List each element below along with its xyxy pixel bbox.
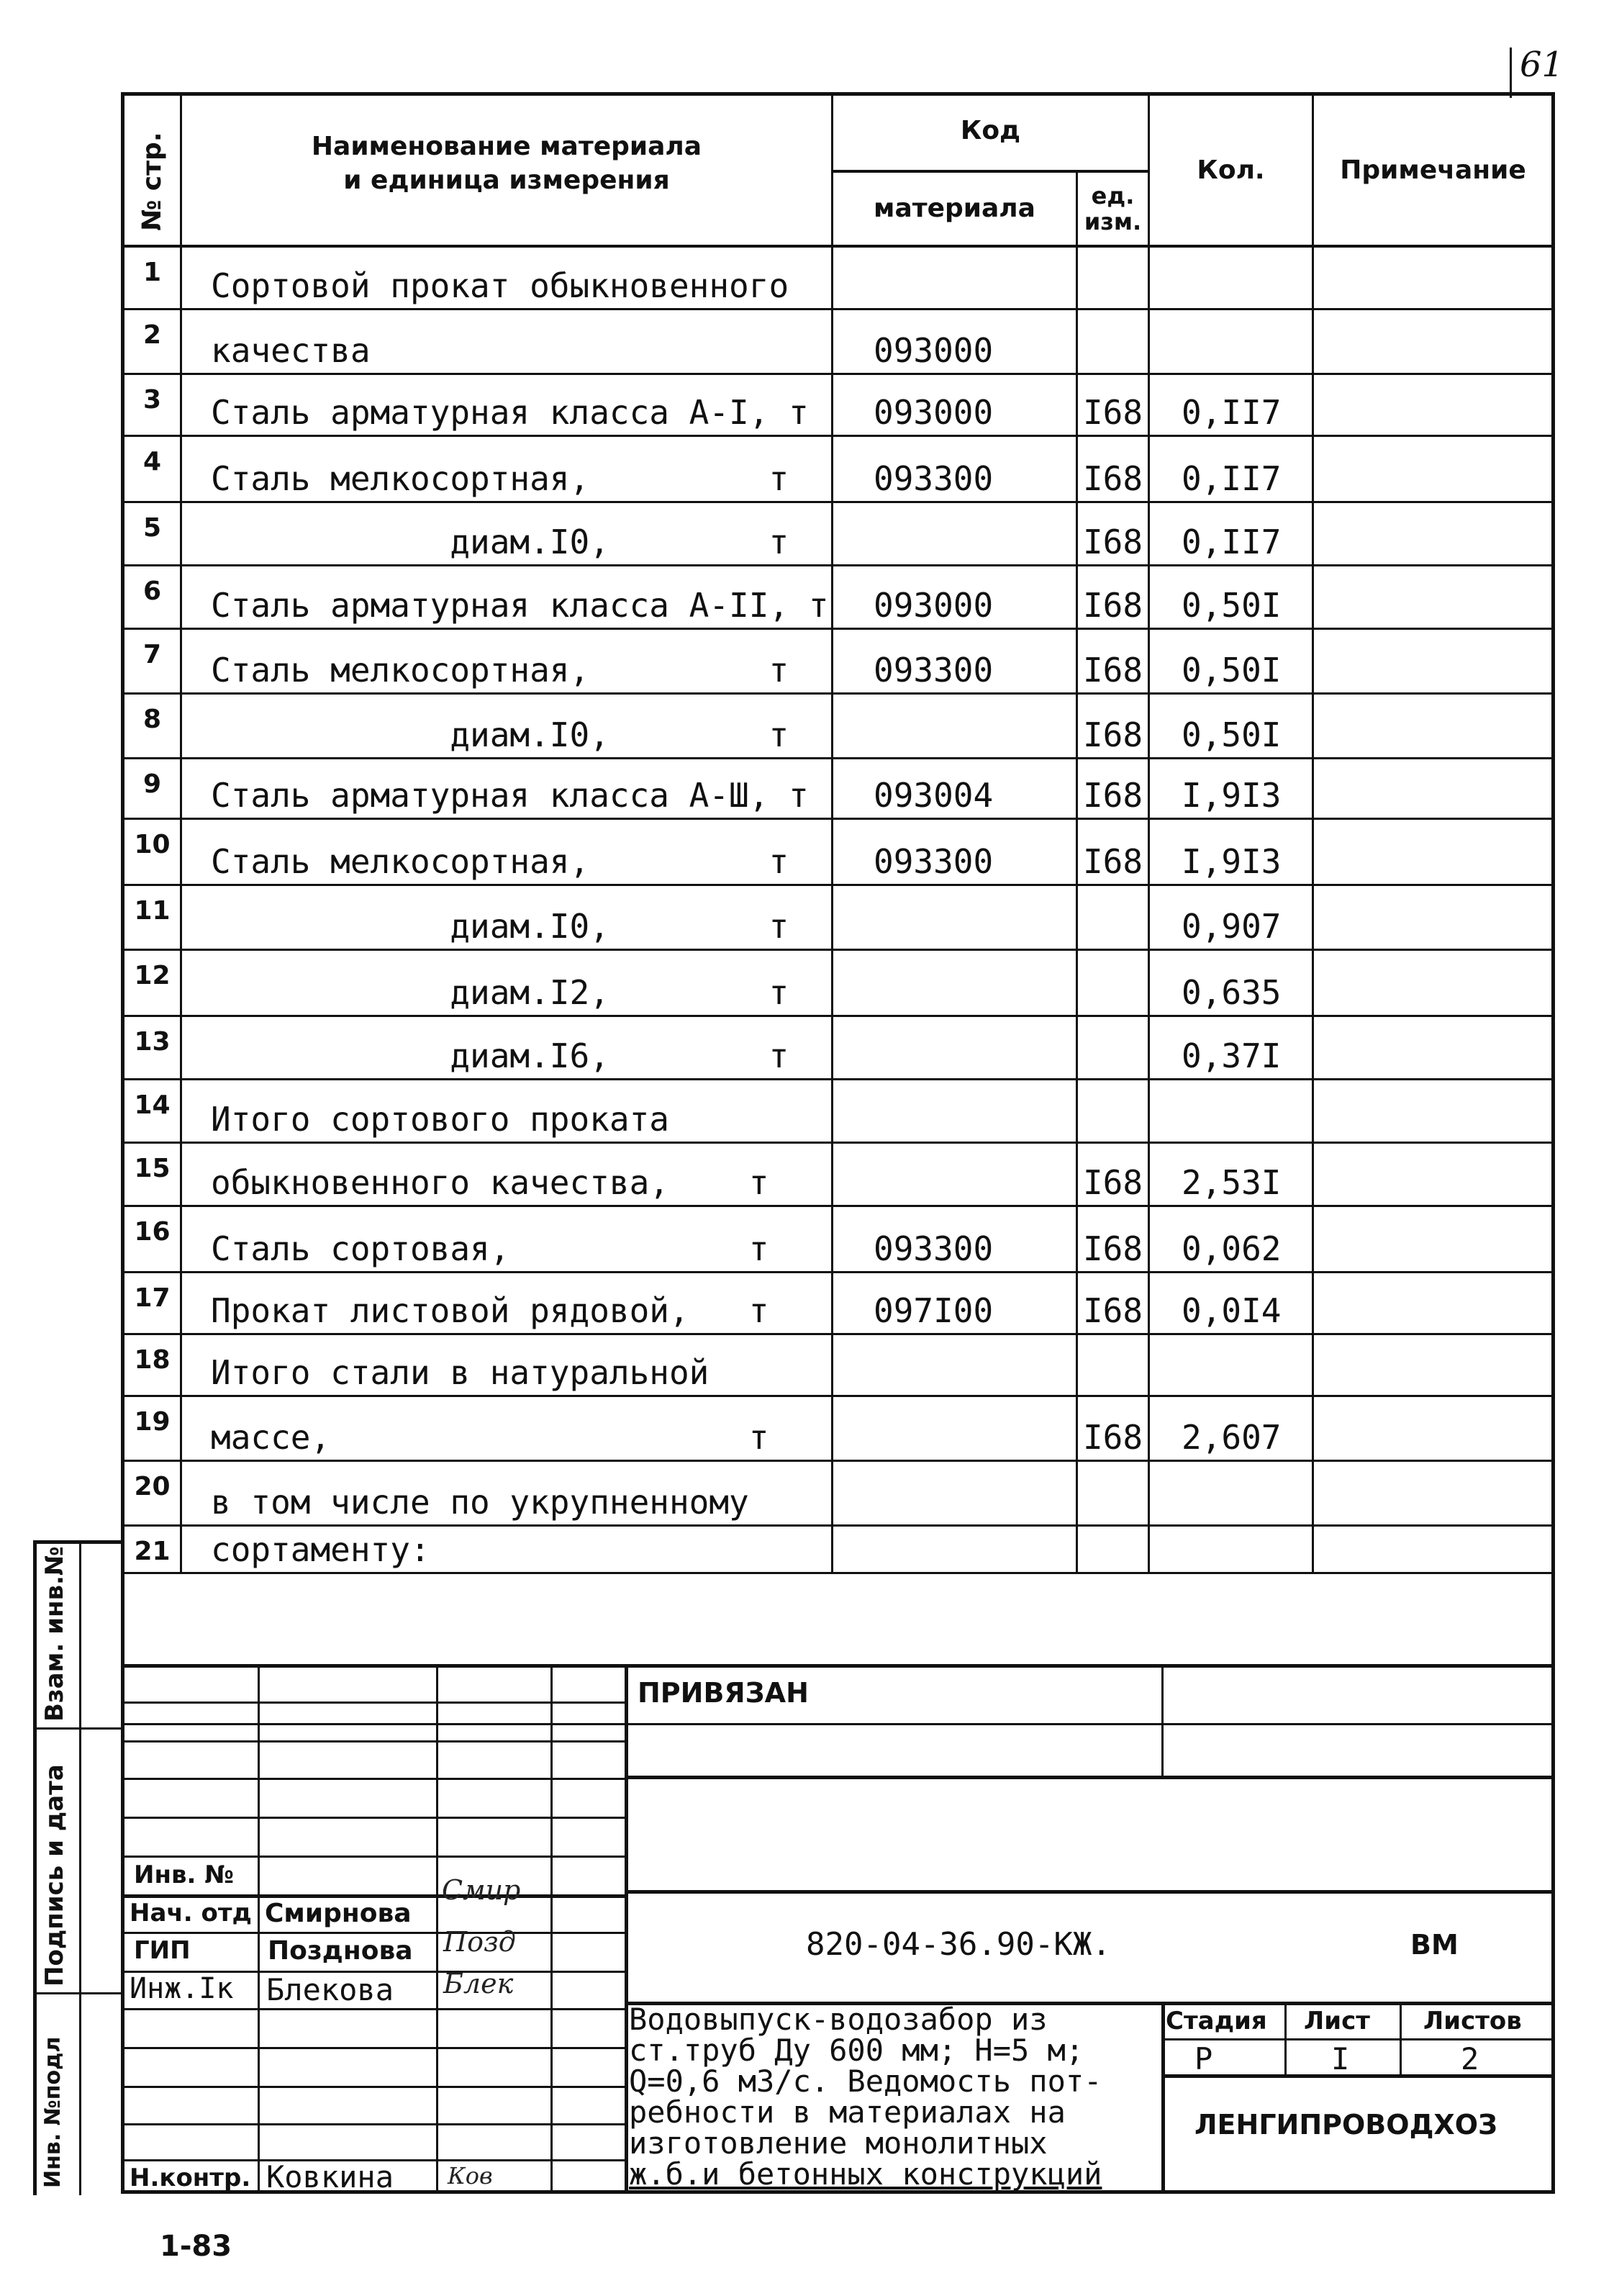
quantity: [1149, 1080, 1313, 1143]
unit-code: [1077, 1016, 1149, 1080]
table-row: [124, 1334, 1554, 1396]
note-cell: [1313, 1080, 1554, 1143]
unit-code: I68: [1077, 502, 1149, 566]
stamp-left-row-7: [124, 1932, 625, 1934]
note-cell: [1313, 309, 1554, 374]
col-header-name: Наименование материала и единица измерения: [181, 95, 833, 246]
material-code: [833, 246, 1077, 309]
material-code: 093300: [833, 629, 1077, 694]
note-cell: [1313, 1461, 1554, 1526]
page-number: 61: [1520, 45, 1564, 85]
quantity: [1149, 246, 1313, 309]
quantity: 0,II7: [1149, 502, 1313, 566]
stamp-left-row-12: [124, 2123, 625, 2125]
signature-inzh: Блек: [443, 1968, 514, 1999]
stamp-left-row-5: [124, 1856, 625, 1858]
quantity: 0,062: [1149, 1206, 1313, 1273]
row-number: 18: [124, 1334, 181, 1396]
table-row: [124, 629, 1554, 694]
material-code: [833, 885, 1077, 950]
note-cell: [1313, 436, 1554, 502]
side-label-vzam-inv: Взам. инв.№: [40, 1546, 69, 1722]
table-row: [124, 1143, 1554, 1206]
name-inzh: Блекова: [266, 1972, 394, 2007]
table-row: [124, 694, 1554, 759]
unit-code: I68: [1077, 819, 1149, 885]
sheet-label: Лист: [1304, 2007, 1370, 2035]
material-code: 093000: [833, 309, 1077, 374]
sheets-label: Листов: [1423, 2007, 1522, 2035]
note-cell: [1313, 950, 1554, 1016]
unit-code: I68: [1077, 566, 1149, 629]
table-row: [124, 374, 1554, 436]
material-code: 093300: [833, 436, 1077, 502]
material-name: диам.I6, т: [181, 1016, 833, 1080]
quantity: 2,53I: [1149, 1143, 1313, 1206]
unit-code: I68: [1077, 759, 1149, 819]
material-name: обыкновенного качества, т: [181, 1143, 833, 1206]
stage-value: Р: [1194, 2041, 1213, 2076]
role-nach-otd: Нач. отд: [130, 1899, 253, 1927]
unit-code: [1077, 885, 1149, 950]
note-cell: [1313, 1334, 1554, 1396]
material-name: Сталь мелкосортная, т: [181, 819, 833, 885]
row-number: 15: [124, 1143, 181, 1206]
material-name: в том числе по укрупненному: [181, 1461, 833, 1526]
unit-code: I68: [1077, 694, 1149, 759]
material-code: 093000: [833, 566, 1077, 629]
name-n-kontr: Ковкина: [266, 2159, 394, 2195]
note-cell: [1313, 502, 1554, 566]
quantity: [1149, 1461, 1313, 1526]
stamp-col-line-3: [550, 1664, 553, 2193]
material-code: [833, 502, 1077, 566]
quantity: I,9I3: [1149, 759, 1313, 819]
doc-code-top-line: [625, 1890, 1553, 1894]
stage-divider-2: [1400, 2002, 1402, 2074]
quantity: 0,907: [1149, 885, 1313, 950]
material-code: [833, 1526, 1077, 1573]
title-right-divider: [1161, 2002, 1165, 2192]
stamp-left-row-3: [124, 1778, 625, 1780]
quantity: 0,II7: [1149, 436, 1313, 502]
row-number: 19: [124, 1396, 181, 1461]
unit-code: [1077, 309, 1149, 374]
stamp-col-line-4: [625, 1664, 628, 2193]
quantity: 0,50I: [1149, 694, 1313, 759]
table-row: [124, 1273, 1554, 1334]
quantity: 0,37I: [1149, 1016, 1313, 1080]
quantity: 2,607: [1149, 1396, 1313, 1461]
row-number: 14: [124, 1080, 181, 1143]
unit-code: [1077, 1080, 1149, 1143]
stamp-left-row-11: [124, 2086, 625, 2088]
signature-nach-otd: Смир: [442, 1874, 521, 1906]
table-row: [124, 819, 1554, 885]
stamp-left-row-9: [124, 2008, 625, 2010]
side-label-podpis-data: Подпись и дата: [40, 1764, 69, 1987]
material-code: [833, 694, 1077, 759]
quantity: I,9I3: [1149, 819, 1313, 885]
side-column-top: [33, 1540, 124, 1544]
quantity: 0,50I: [1149, 566, 1313, 629]
unit-code: [1077, 1461, 1149, 1526]
table-row: [124, 1016, 1554, 1080]
side-column-divider-1: [33, 1727, 124, 1730]
row-number: 7: [124, 629, 181, 694]
material-code: [833, 950, 1077, 1016]
stage-header-bottom: [1161, 2038, 1553, 2040]
col-header-code: Код: [833, 95, 1149, 171]
table-row: [124, 566, 1554, 629]
table-row: [124, 759, 1554, 819]
stamp-col-line-2: [436, 1664, 438, 2193]
material-name: Сталь мелкосортная, т: [181, 629, 833, 694]
material-name: Сталь мелкосортная, т: [181, 436, 833, 502]
material-name: диам.I0, т: [181, 885, 833, 950]
material-name: Сортовой прокат обыкновенного: [181, 246, 833, 309]
row-number: 11: [124, 885, 181, 950]
side-column-divider-2: [33, 1992, 124, 1994]
stage-divider-1: [1284, 2002, 1287, 2074]
col-header-code-material: материала: [833, 171, 1077, 246]
material-code: 093004: [833, 759, 1077, 819]
name-nach-otd: Смирнова: [265, 1899, 412, 1928]
corner-mark: [1510, 48, 1512, 98]
material-code: [833, 1461, 1077, 1526]
sheets-value: 2: [1461, 2041, 1479, 2076]
unit-code: I68: [1077, 629, 1149, 694]
row-number: 5: [124, 502, 181, 566]
material-name: сортаменту:: [181, 1526, 833, 1573]
unit-code: I68: [1077, 1396, 1149, 1461]
side-column-inner-line: [79, 1540, 81, 2195]
material-name: массе, т: [181, 1396, 833, 1461]
materials-table: [122, 94, 1554, 1725]
material-code: 093000: [833, 374, 1077, 436]
unit-code: I68: [1077, 1143, 1149, 1206]
material-name: качества: [181, 309, 833, 374]
material-name: диам.I2, т: [181, 950, 833, 1016]
unit-code: [1077, 1334, 1149, 1396]
note-cell: [1313, 1016, 1554, 1080]
row-number: 6: [124, 566, 181, 629]
document-code: 820-04-36.90-КЖ.: [806, 1926, 1111, 1963]
role-gip: ГИП: [134, 1936, 191, 1965]
table-row: [124, 1080, 1554, 1143]
signature-gip: Позд: [443, 1926, 516, 1958]
privyazan-divider: [1161, 1664, 1164, 1776]
note-cell: [1313, 566, 1554, 629]
quantity: [1149, 1526, 1313, 1573]
stamp-left-row-1: [124, 1701, 625, 1704]
row-number: 4: [124, 436, 181, 502]
table-row: [124, 309, 1554, 374]
signature-n-kontr: Ков: [448, 2162, 493, 2189]
privyazan-bottom-line: [625, 1776, 1553, 1779]
unit-code: I68: [1077, 436, 1149, 502]
note-cell: [1313, 759, 1554, 819]
quantity: [1149, 1334, 1313, 1396]
note-cell: [1313, 246, 1554, 309]
role-inzh: Инж.Iк: [130, 1972, 234, 2005]
side-label-inv-podl: Инв. №подл: [40, 2036, 65, 2188]
material-code: 093300: [833, 819, 1077, 885]
note-cell: [1313, 629, 1554, 694]
stamp-left-row-6: [124, 1894, 625, 1898]
row-number: 21: [124, 1526, 181, 1573]
material-name: Итого стали в натуральной: [181, 1334, 833, 1396]
note-cell: [1313, 1273, 1554, 1334]
row-number: 13: [124, 1016, 181, 1080]
material-code: [833, 1016, 1077, 1080]
row-number: 3: [124, 374, 181, 436]
col-header-code-unit: ед. изм.: [1077, 171, 1149, 246]
material-code: [833, 1080, 1077, 1143]
stage-values-bottom: [1161, 2074, 1553, 2078]
row-number: 16: [124, 1206, 181, 1273]
table-row: [124, 885, 1554, 950]
row-number: 9: [124, 759, 181, 819]
side-column-left-line: [33, 1540, 37, 2195]
document-suffix: ВМ: [1410, 1929, 1459, 1961]
material-code: 097I00: [833, 1273, 1077, 1334]
privyazan-label: ПРИВЯЗАН: [638, 1677, 809, 1709]
col-header-quantity: Кол.: [1149, 95, 1313, 246]
note-cell: [1313, 1396, 1554, 1461]
table-row: [124, 436, 1554, 502]
material-name: диам.I0, т: [181, 694, 833, 759]
note-cell: [1313, 819, 1554, 885]
row-number: 8: [124, 694, 181, 759]
note-cell: [1313, 885, 1554, 950]
material-name: Прокат листовой рядовой, т: [181, 1273, 833, 1334]
bottom-page-label: 1-83: [160, 2230, 232, 2263]
unit-code: I68: [1077, 1206, 1149, 1273]
row-number: 10: [124, 819, 181, 885]
quantity: 0,II7: [1149, 374, 1313, 436]
table-row: [124, 502, 1554, 566]
sheet-value: I: [1331, 2041, 1350, 2076]
material-code: 093300: [833, 1206, 1077, 1273]
material-code: [833, 1143, 1077, 1206]
organization-name: ЛЕНГИПРОВОДХОЗ: [1194, 2109, 1498, 2141]
table-row: [124, 950, 1554, 1016]
material-name: Сталь арматурная класса А-Ш, т: [181, 759, 833, 819]
note-cell: [1313, 374, 1554, 436]
material-code: [833, 1334, 1077, 1396]
table-row: [124, 1461, 1554, 1526]
col-header-note: Примечание: [1313, 95, 1554, 246]
stage-label: Стадия: [1166, 2007, 1267, 2035]
row-number: 17: [124, 1273, 181, 1334]
note-cell: [1313, 1526, 1554, 1573]
quantity: 0,50I: [1149, 629, 1313, 694]
unit-code: [1077, 246, 1149, 309]
material-name: Сталь арматурная класса А-II, т: [181, 566, 833, 629]
material-name: Сталь сортовая, т: [181, 1206, 833, 1273]
stamp-top-line: [124, 1664, 1553, 1668]
note-cell: [1313, 1206, 1554, 1273]
row-number: 1: [124, 246, 181, 309]
col-header-row-no: № стр.: [124, 95, 181, 246]
quantity: 0,0I4: [1149, 1273, 1313, 1334]
material-code: [833, 1396, 1077, 1461]
role-n-kontr: Н.контр.: [130, 2164, 251, 2192]
note-cell: [1313, 694, 1554, 759]
stamp-left-row-2: [124, 1740, 625, 1743]
table-row: [124, 246, 1554, 309]
table-row: [124, 1206, 1554, 1273]
name-gip: Позднова: [268, 1936, 413, 1966]
stamp-col-line-1: [258, 1664, 260, 2193]
row-number: 2: [124, 309, 181, 374]
unit-code: I68: [1077, 374, 1149, 436]
row-number: 20: [124, 1461, 181, 1526]
unit-code: [1077, 1526, 1149, 1573]
unit-code: [1077, 950, 1149, 1016]
material-name: Итого сортового проката: [181, 1080, 833, 1143]
material-name: диам.I0, т: [181, 502, 833, 566]
stamp-left-row-4: [124, 1817, 625, 1819]
table-row: [124, 1526, 1554, 1573]
material-name: Сталь арматурная класса А-I, т: [181, 374, 833, 436]
note-cell: [1313, 1143, 1554, 1206]
row-number: 12: [124, 950, 181, 1016]
inv-no-label: Инв. №: [134, 1861, 235, 1889]
unit-code: I68: [1077, 1273, 1149, 1334]
table-row: [124, 1396, 1554, 1461]
stamp-left-row-10: [124, 2047, 625, 2049]
quantity: [1149, 309, 1313, 374]
drawing-title: Водовыпуск-водозабор из ст.труб Ду 600 мм; Н=5 м; Q=0,6 м3/с. Ведомость пот- ребности в материалах на изготовление монолитных ж.б.и бетонных конструкций: [629, 2002, 1102, 2192]
quantity: 0,635: [1149, 950, 1313, 1016]
